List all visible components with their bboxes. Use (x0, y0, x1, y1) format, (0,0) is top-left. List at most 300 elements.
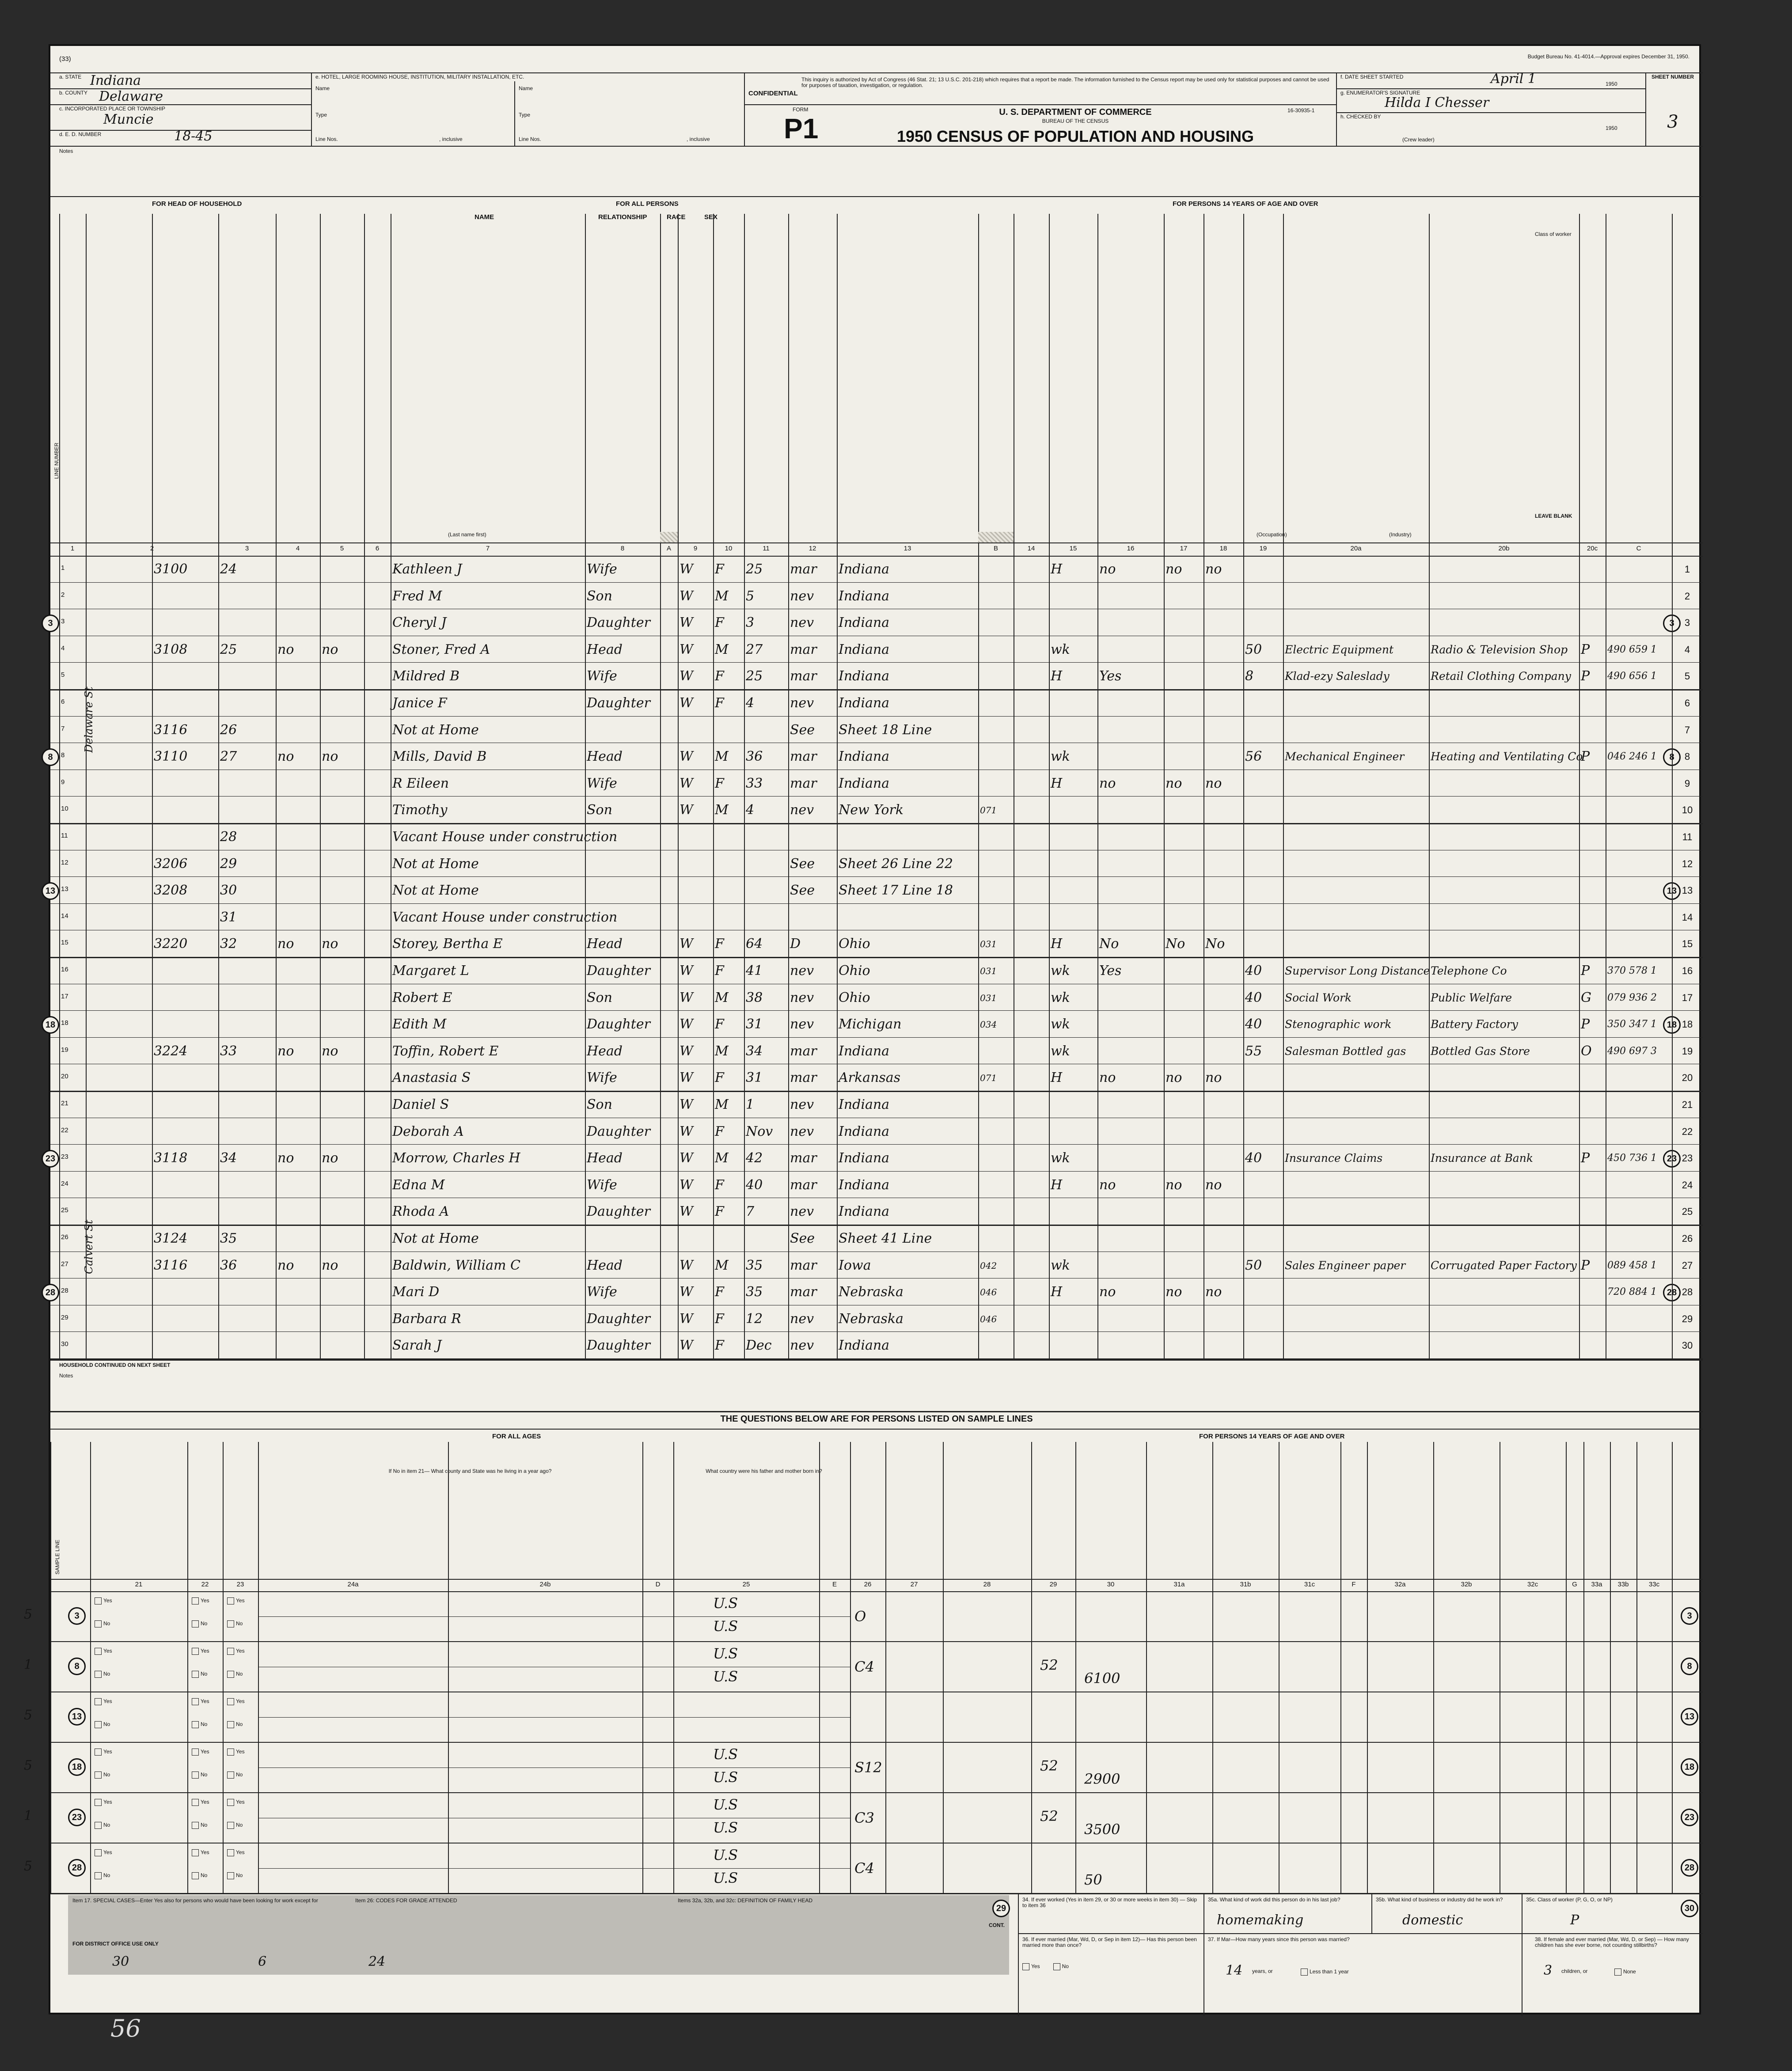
cell-marital: nev (790, 1097, 814, 1112)
sample-col-number-21: 21 (135, 1581, 143, 1588)
children-count: 3 (1544, 1963, 1553, 1978)
cell-ind: Public Welfare (1431, 991, 1512, 1004)
q24-text: If No in item 21— What county and State was he living in a year ago? (388, 1468, 552, 1474)
form-code: 16-30935-1 (1287, 107, 1315, 114)
cell-ind: Retail Clothing Company (1431, 670, 1571, 683)
no-label: No (201, 1671, 208, 1677)
cell-birthplace: Sheet 18 Line (839, 722, 932, 738)
cell-birthplace: Michigan (839, 1017, 902, 1032)
cell-house: 3108 (154, 641, 188, 657)
table-row (45, 1011, 1703, 1038)
cell-c16: no (1099, 1177, 1116, 1193)
cell-birthplace: Indiana (839, 695, 890, 711)
cell-birthplace: Ohio (839, 936, 870, 952)
row-number-right: 21 (1682, 1099, 1693, 1110)
q36-no: No (1062, 1963, 1069, 1970)
cell-name: Mildred B (392, 668, 459, 684)
cell-cls: P (1581, 668, 1590, 684)
no-label: No (236, 1671, 243, 1677)
cell-marital: nev (790, 1017, 814, 1032)
cell-hours: 40 (1245, 963, 1262, 979)
no-checkbox (227, 1671, 243, 1678)
cell-line: 18 (61, 1019, 68, 1027)
cell-line: 14 (61, 912, 68, 920)
no-label: No (103, 1721, 110, 1728)
row-number-right: 26 (1682, 1233, 1693, 1244)
cell-marital: nev (790, 802, 814, 818)
yes-label: Yes (103, 1749, 112, 1755)
cell-race: W (680, 1017, 693, 1032)
cell-marital: mar (790, 1043, 817, 1059)
cell-sex: F (715, 695, 724, 711)
cell-age: 5 (746, 588, 755, 604)
sample-income: 2900 (1084, 1771, 1120, 1787)
cell-marital: See (790, 856, 815, 872)
cell-line: 22 (61, 1126, 68, 1134)
cell-name: Morrow, Charles H (392, 1150, 520, 1166)
cell-acres: no (322, 749, 338, 765)
row-number-right: 12 (1682, 858, 1693, 869)
q36-yes: Yes (1031, 1963, 1040, 1970)
cell-age: Nov (746, 1123, 773, 1139)
cell-sex: F (715, 936, 724, 952)
hotel-name-label-2: Name (519, 85, 533, 91)
cell-race: W (680, 749, 693, 765)
dept: U. S. DEPARTMENT OF COMMERCE (999, 107, 1152, 117)
cell-sex: M (715, 1150, 729, 1166)
line-number-label: LINE NUMBER (53, 442, 60, 479)
cell-line: 9 (61, 778, 65, 786)
cell-c18: no (1205, 775, 1222, 791)
item26-text: Item 26: CODES FOR GRADE ATTENDED (355, 1897, 457, 1904)
state-label: a. STATE (59, 74, 82, 80)
sample-row-badge: 23 (68, 1809, 86, 1826)
table-row (50, 1198, 1703, 1225)
cell-rel: Daughter (587, 1123, 650, 1139)
col-number-12: 12 (809, 545, 816, 552)
table-row (50, 636, 1703, 663)
yes-checkbox (95, 1799, 112, 1806)
cell-house: 3100 (154, 561, 188, 577)
cell-activity: H (1051, 561, 1063, 577)
cont-label: CONT. (989, 1922, 1005, 1928)
cell-sex: F (715, 775, 724, 791)
sample-line-label: SAMPLE LINE (54, 1540, 61, 1574)
cell-marital: mar (790, 1150, 817, 1166)
cell-occ: Klad-ezy Saleslady (1285, 670, 1390, 683)
cell-line: 1 (61, 564, 65, 572)
cell-c16: no (1099, 1070, 1116, 1086)
cell-sex: M (715, 802, 729, 818)
table-row (45, 1145, 1703, 1172)
cell-line: 4 (61, 644, 65, 652)
cell-age: 3 (746, 615, 755, 631)
row-number-right: 19 (1682, 1045, 1693, 1057)
cell-c16: Yes (1099, 668, 1122, 684)
cell-sex: F (715, 1070, 724, 1086)
cell-marital: nev (790, 695, 814, 711)
sample-title: THE QUESTIONS BELOW ARE FOR PERSONS LISTED ON SAMPLE LINES (720, 1414, 1033, 1424)
sample-col-number-31c: 31c (1304, 1581, 1315, 1588)
budget-bureau: Budget Bureau No. 41-4014.—Approval expires December 31, 1950. (1527, 53, 1689, 60)
cell-birthplace: Indiana (839, 641, 890, 657)
cell-race: W (680, 1311, 693, 1327)
sample-col-number-31b: 31b (1240, 1581, 1251, 1588)
sample-mother-birthplace: U.S (713, 1668, 738, 1685)
no-label: No (201, 1721, 208, 1728)
cell-occ: Mechanical Engineer (1285, 750, 1405, 763)
cell-serial: 36 (220, 1257, 237, 1273)
cell-house: 3208 (154, 883, 188, 899)
cell-sex: M (715, 1257, 729, 1273)
sample-line-badge-right: 28 (1663, 1284, 1681, 1301)
cell-name: Toffin, Robert E (392, 1043, 499, 1059)
cell-birthplace: Ohio (839, 963, 870, 979)
cell-rel: Wife (587, 561, 617, 577)
cell-sex: M (715, 641, 729, 657)
cell-line: 2 (61, 591, 65, 599)
q35a-text: 35a. What kind of work did this person do in his last job? (1208, 1897, 1340, 1903)
cell-c17: no (1166, 1177, 1182, 1193)
cell-age: 35 (746, 1284, 763, 1300)
sample-mother-birthplace: U.S (713, 1819, 738, 1836)
sample-row (24, 1742, 1703, 1793)
yes-label: Yes (103, 1648, 112, 1654)
row-number-right: 4 (1684, 644, 1690, 655)
cell-ind: Telephone Co (1431, 964, 1507, 977)
cell-birthplace: Indiana (839, 561, 890, 577)
cell-race: W (680, 668, 693, 684)
cell-serial: 32 (220, 936, 237, 952)
cell-b: 034 (980, 1019, 997, 1030)
district-label: FOR DISTRICT OFFICE USE ONLY (72, 1941, 159, 1947)
yes-checkbox (192, 1597, 209, 1604)
cell-code: 350 347 1 (1607, 1019, 1657, 1030)
sample-left-mark: 5 (24, 1859, 33, 1874)
cell-race: W (680, 1070, 693, 1086)
cell-age: 42 (746, 1150, 763, 1166)
sample-line-badge-right: 23 (1663, 1150, 1681, 1168)
cell-name: Not at Home (392, 722, 479, 738)
cell-c17: No (1166, 936, 1185, 952)
cell-ind: Heating and Ventilating Co (1431, 750, 1583, 763)
row-number-right: 22 (1682, 1126, 1693, 1137)
col-number-14: 14 (1027, 545, 1035, 552)
col-number-16: 16 (1127, 545, 1135, 552)
cell-occ: Insurance Claims (1285, 1152, 1383, 1165)
date-value: April 1 (1491, 71, 1537, 87)
no-checkbox (95, 1822, 110, 1829)
cell-sex: F (715, 1123, 724, 1139)
sample-col-number-28: 28 (983, 1581, 991, 1588)
cell-name: Not at Home (392, 1231, 479, 1246)
cell-activity: wk (1051, 1257, 1070, 1273)
cell-occ: Supervisor Long Distance (1285, 964, 1430, 977)
cell-rel: Son (587, 588, 612, 604)
sample-badge-30: 30 (1681, 1900, 1698, 1917)
sample-row-badge-right: 23 (1681, 1809, 1698, 1826)
cell-sex: F (715, 668, 724, 684)
sample-row (24, 1692, 1703, 1742)
row-number-right: 10 (1682, 804, 1693, 816)
cell-occ: Sales Engineer paper (1285, 1259, 1406, 1272)
cell-race: W (680, 963, 693, 979)
col-number-3: 3 (245, 545, 249, 552)
cell-rel: Wife (587, 668, 617, 684)
none-label: None (1623, 1969, 1636, 1975)
head-household-label: FOR HEAD OF HOUSEHOLD (152, 200, 242, 208)
table-row (50, 583, 1703, 610)
sample-line-badge: 3 (42, 614, 59, 632)
cell-c16: no (1099, 1284, 1116, 1300)
cell-activity: wk (1051, 963, 1070, 979)
cell-c18: no (1205, 1070, 1222, 1086)
cell-age: Dec (746, 1338, 772, 1354)
cell-age: 7 (746, 1204, 755, 1220)
line-nos-label: Line Nos. (315, 136, 338, 142)
cell-code: 720 884 1 (1607, 1286, 1657, 1298)
col-number-11: 11 (763, 545, 770, 552)
col-number-A: A (666, 545, 671, 552)
cell-age: 38 (746, 990, 763, 1005)
cell-age: 31 (746, 1070, 763, 1086)
q25-text: What country were his father and mother born in? (706, 1468, 822, 1474)
cell-serial: 25 (220, 641, 237, 657)
cell-acres: no (322, 1257, 338, 1273)
cell-c16: Yes (1099, 963, 1122, 979)
ed-label: d. E. D. NUMBER (59, 131, 102, 137)
hotel-label: e. HOTEL, LARGE ROOMING HOUSE, INSTITUTION, MILITARY INSTALLATION, ETC. (315, 74, 524, 80)
cell-age: 27 (746, 641, 763, 657)
cell-acres: no (322, 1043, 338, 1059)
sample-rows (24, 1591, 1703, 1893)
row-number-right: 30 (1682, 1340, 1693, 1351)
sample-col-number-33c: 33c (1648, 1581, 1660, 1588)
no-checkbox (95, 1721, 110, 1728)
cell-race: W (680, 1043, 693, 1059)
years-label: years, or (1252, 1968, 1273, 1974)
cell-ind: Battery Factory (1431, 1018, 1518, 1031)
cell-activity: H (1051, 1070, 1063, 1086)
yes-checkbox (95, 1749, 112, 1756)
col-number-10: 10 (725, 545, 733, 552)
col-number-B: B (993, 545, 998, 552)
cell-name: Anastasia S (392, 1070, 471, 1086)
column-number-row (50, 542, 1703, 556)
place-label: c. INCORPORATED PLACE OR TOWNSHIP (59, 106, 166, 112)
sample-grade: C4 (854, 1658, 874, 1675)
cell-c17: no (1166, 1284, 1182, 1300)
cell-line: 3 (61, 618, 65, 626)
cell-marital: nev (790, 1311, 814, 1327)
col-number-5: 5 (340, 545, 344, 552)
cell-marital: mar (790, 641, 817, 657)
sample-row-badge: 28 (68, 1859, 86, 1877)
cell-rel: Daughter (587, 963, 650, 979)
cell-birthplace: Indiana (839, 775, 890, 791)
notes2-label: Notes (59, 1373, 73, 1379)
cell-sex: M (715, 1097, 729, 1112)
sample-line-badge: 8 (42, 748, 59, 766)
cell-race: W (680, 990, 693, 1005)
no-checkbox (227, 1872, 243, 1879)
cell-name: Baldwin, William C (392, 1257, 520, 1273)
row-number-right: 18 (1682, 1019, 1693, 1030)
persons14-label: FOR PERSONS 14 YEARS OF AGE AND OVER (1173, 200, 1318, 208)
last-name-first: (Last name first) (448, 531, 486, 538)
no-label: No (103, 1822, 110, 1828)
table-row (50, 1332, 1703, 1359)
cell-activity: H (1051, 936, 1063, 952)
yes-label: Yes (236, 1648, 245, 1654)
cell-marital: See (790, 883, 815, 899)
cell-line: 30 (61, 1340, 68, 1348)
cell-name: Vacant House under construction (392, 829, 618, 845)
cell-race: W (680, 588, 693, 604)
for-14-label: FOR PERSONS 14 YEARS OF AGE AND OVER (1199, 1433, 1345, 1440)
cell-age: 41 (746, 963, 763, 979)
cell-ind: Insurance at Bank (1431, 1152, 1534, 1165)
no-checkbox (95, 1671, 110, 1678)
q34-text: 34. If ever worked (Yes in item 29, or 30 or more weeks in item 30) — Skip to item 36 (1022, 1897, 1197, 1908)
cell-b: 046 (980, 1313, 997, 1324)
sample-col-number-23: 23 (236, 1581, 244, 1588)
col-number-13: 13 (904, 545, 911, 552)
cell-name: Kathleen J (392, 561, 462, 577)
sample-line-badge-right: 13 (1663, 882, 1681, 900)
cell-marital: mar (790, 749, 817, 765)
yes-checkbox (192, 1849, 209, 1856)
cell-cls: P (1581, 1257, 1590, 1273)
table-row (50, 850, 1703, 877)
sample-father-birthplace: U.S (713, 1595, 738, 1612)
col-number-20a: 20a (1350, 545, 1362, 552)
row-number-right: 5 (1684, 671, 1690, 682)
no-label: No (236, 1872, 243, 1879)
cell-line: 8 (61, 751, 65, 759)
col-number-17: 17 (1180, 545, 1188, 552)
census-sheet (24, 44, 1701, 2014)
no-label: No (103, 1872, 110, 1879)
race-label: RACE (667, 213, 686, 221)
cell-activity: wk (1051, 1043, 1070, 1059)
table-row (45, 877, 1703, 904)
cell-age: 36 (746, 749, 763, 765)
yes-label: Yes (236, 1799, 245, 1805)
q38-text: 38. If female and ever married (Mar, Wd, D, or Sep) — How many children has she ever borne, not counting stillbirths? (1535, 1936, 1689, 1948)
sample-col-number-32a: 32a (1394, 1581, 1406, 1588)
yes-checkbox (192, 1749, 209, 1756)
row-number-right: 16 (1682, 965, 1693, 976)
cell-cls: P (1581, 1150, 1590, 1166)
children-label: children, or (1561, 1968, 1588, 1974)
cell-line: 12 (61, 858, 68, 866)
enum-label: g. ENUMERATOR'S SIGNATURE (1340, 90, 1420, 96)
cell-birthplace: Indiana (839, 1097, 890, 1112)
cell-race: W (680, 1257, 693, 1273)
q35c-text: 35c. Class of worker (P, G, O, or NP) (1526, 1897, 1613, 1903)
cell-c16: no (1099, 561, 1116, 577)
col-number-20c: 20c (1587, 545, 1598, 552)
cell-sex: F (715, 561, 724, 577)
table-row (50, 1225, 1703, 1252)
sample-row-badge: 8 (68, 1658, 86, 1675)
cell-sex: F (715, 1204, 724, 1220)
cell-line: 29 (61, 1313, 68, 1321)
row-number-right: 24 (1682, 1179, 1693, 1191)
cell-race: W (680, 1097, 693, 1112)
sample-father-birthplace: U.S (713, 1796, 738, 1813)
cell-line: 21 (61, 1100, 68, 1107)
cell-marital: nev (790, 990, 814, 1005)
row-number-right: 28 (1682, 1286, 1693, 1298)
cell-rel: Wife (587, 1284, 617, 1300)
district-a: 30 (112, 1954, 129, 1969)
cell-name: R Eileen (392, 775, 449, 791)
sample-col-number-E: E (832, 1581, 837, 1588)
row-number-right: 11 (1682, 831, 1693, 842)
yes-checkbox (227, 1648, 245, 1655)
cell-race: W (680, 1177, 693, 1193)
cell-name: Not at Home (392, 856, 479, 872)
cell-code: 490 659 1 (1607, 644, 1657, 655)
cell-occ: Electric Equipment (1285, 643, 1393, 656)
sample-col-number-27: 27 (910, 1581, 918, 1588)
cell-cls: G (1581, 990, 1591, 1005)
col-number-19: 19 (1259, 545, 1267, 552)
table-row (50, 930, 1703, 957)
cell-line: 7 (61, 724, 65, 732)
cell-name: Robert E (392, 990, 452, 1005)
yes-label: Yes (103, 1849, 112, 1856)
sample-col-number-33a: 33a (1591, 1581, 1602, 1588)
sample-weeks: 52 (1040, 1757, 1058, 1774)
no-checkbox (192, 1620, 207, 1627)
cell-code: 490 656 1 (1607, 671, 1657, 682)
cell-age: 34 (746, 1043, 763, 1059)
cell-name: Janice F (392, 695, 447, 711)
cell-sex: F (715, 1284, 724, 1300)
sample-line-badge: 18 (42, 1016, 59, 1034)
sample-mother-birthplace: U.S (713, 1769, 738, 1786)
class-worker-label: Class of worker (1535, 231, 1572, 237)
yes-label: Yes (103, 1799, 112, 1805)
no-label: No (103, 1671, 110, 1677)
cell-birthplace: New York (839, 802, 904, 818)
cell-birthplace: Indiana (839, 1204, 890, 1220)
cell-b: 042 (980, 1260, 997, 1271)
table-row (50, 663, 1703, 690)
cell-activity: wk (1051, 990, 1070, 1005)
cell-serial: 29 (220, 856, 237, 872)
q36-text: 36. If ever married (Mar, Wd, D, or Sep in item 12)— Has this person been married more than once? (1022, 1936, 1197, 1948)
cell-rel: Head (587, 1150, 623, 1166)
instruction-box (68, 1895, 1009, 1975)
cell-rel: Daughter (587, 615, 650, 631)
cell-marital: nev (790, 1204, 814, 1220)
table-row (50, 609, 1703, 636)
cell-name: Sarah J (392, 1338, 442, 1354)
col-number-C: C (1636, 545, 1641, 552)
sample-col-number-D: D (655, 1581, 661, 1588)
cell-activity: H (1051, 1177, 1063, 1193)
cell-marital: mar (790, 1070, 817, 1086)
cell-race: W (680, 936, 693, 952)
yes-label: Yes (201, 1597, 209, 1604)
table-row (50, 770, 1703, 797)
cell-rel: Wife (587, 1177, 617, 1193)
cell-house: 3118 (154, 1150, 188, 1166)
